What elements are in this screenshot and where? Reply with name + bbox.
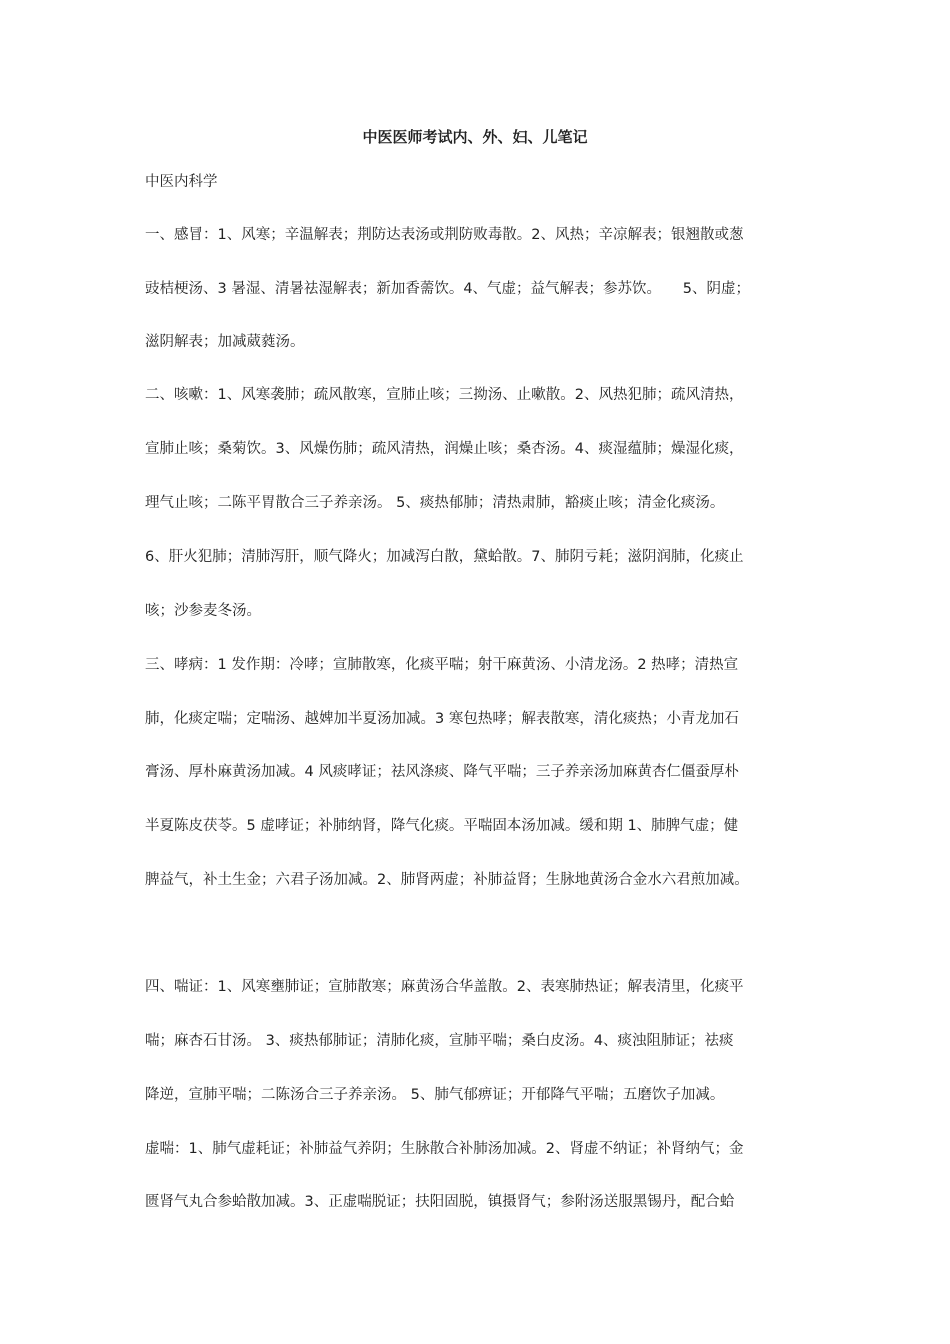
text-line-5: 宣肺止咳；桑菊饮。3、风燥伤肺；疏风清热，润燥止咳；桑杏汤。4、痰湿蕴肺；燥湿化痰， bbox=[145, 441, 744, 457]
text-line-6: 理气止咳；二陈平胃散合三子养亲汤。 5、痰热郁肺；清热肃肺，豁痰止咳；清金化痰汤。 bbox=[145, 495, 725, 511]
text-line-17: 虚喘：1、肺气虚耗证；补肺益气养阴；生脉散合补肺汤加减。2、肾虚不纳证；补肾纳气；金 bbox=[145, 1141, 744, 1157]
section-heading: 中医内科学 bbox=[145, 174, 218, 190]
text-line-8: 咳；沙参麦冬汤。 bbox=[145, 603, 261, 619]
text-line-1: 一、感冒：1、风寒；辛温解表；荆防达表汤或荆防败毒散。2、风热；辛凉解表；银翘散或葱 bbox=[145, 227, 744, 243]
text-line-18: 匮肾气丸合参蛤散加减。3、正虚喘脱证；扶阳固脱，镇摄肾气；参附汤送服黑锡丹，配合蛤 bbox=[145, 1194, 735, 1210]
text-line-11: 膏汤、厚朴麻黄汤加减。4 风痰哮证；祛风涤痰、降气平喘；三子养亲汤加麻黄杏仁僵蚕厚朴 bbox=[145, 764, 739, 780]
text-line-10: 肺，化痰定喘；定喘汤、越婢加半夏汤加减。3 寒包热哮；解表散寒，清化痰热；小青龙加石 bbox=[145, 711, 739, 727]
text-line-16: 降逆，宣肺平喘；二陈汤合三子养亲汤。 5、肺气郁痹证；开郁降气平喘；五磨饮子加减。 bbox=[145, 1087, 725, 1103]
text-line-15: 喘；麻杏石甘汤。 3、痰热郁肺证；清肺化痰，宣肺平喘；桑白皮汤。4、痰浊阻肺证；祛痰 bbox=[145, 1033, 734, 1049]
text-line-2: 豉桔梗汤、3 暑湿、清暑祛湿解表；新加香薷饮。4、气虚；益气解表；参苏饮。 5、阴虚； bbox=[145, 281, 751, 297]
text-line-14: 四、喘证：1、风寒壅肺证；宣肺散寒；麻黄汤合华盖散。2、表寒肺热证；解表清里，化痰平 bbox=[145, 979, 744, 995]
text-line-3: 滋阴解表；加减葳蕤汤。 bbox=[145, 334, 305, 350]
text-line-4: 二、咳嗽：1、风寒袭肺；疏风散寒，宣肺止咳；三拗汤、止嗽散。2、风热犯肺；疏风清热， bbox=[145, 387, 744, 403]
text-line-7: 6、肝火犯肺；清肺泻肝，顺气降火；加减泻白散，黛蛤散。7、肺阴亏耗；滋阴润肺，化痰止 bbox=[145, 549, 744, 565]
text-line-13: 脾益气，补土生金；六君子汤加减。2、肺肾两虚；补肺益肾；生脉地黄汤合金水六君煎加减。 bbox=[145, 872, 749, 888]
document-title: 中医医师考试内、外、妇、儿笔记 bbox=[362, 128, 588, 146]
text-line-12: 半夏陈皮茯苓。5 虚哮证；补肺纳肾，降气化痰。平喘固本汤加减。缓和期 1、肺脾气虚；健 bbox=[145, 818, 739, 834]
text-line-9: 三、哮病：1 发作期：冷哮；宣肺散寒，化痰平喘；射干麻黄汤、小清龙汤。2 热哮；清热宣 bbox=[145, 657, 739, 673]
